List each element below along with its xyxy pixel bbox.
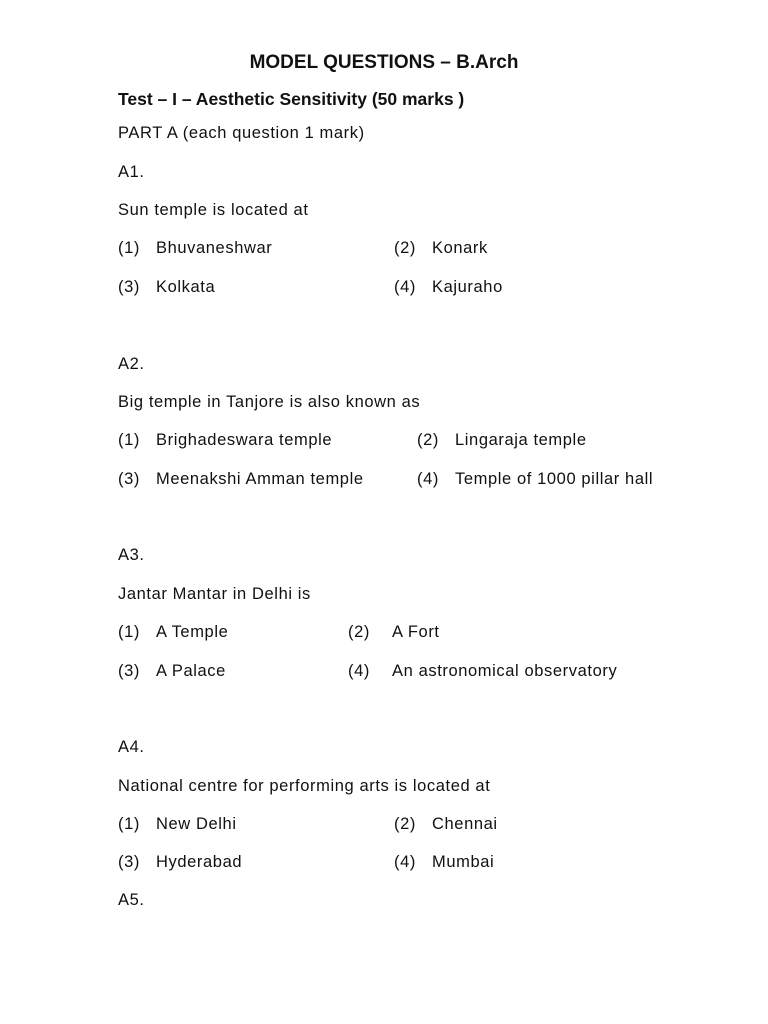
option-number: (2): [348, 623, 370, 641]
option: [394, 815, 498, 834]
option-number: (4): [394, 278, 416, 296]
option-number: (2): [394, 815, 416, 833]
part-heading: PART A (each question 1 mark): [118, 124, 365, 142]
option-text: Brighadeswara temple: [156, 431, 333, 449]
question-label: A5.: [118, 891, 145, 909]
option-number: (1): [118, 431, 140, 449]
option-text: Kolkata: [156, 278, 216, 296]
option-number: (4): [394, 853, 416, 871]
option-number: (1): [118, 815, 140, 833]
page-title: MODEL QUESTIONS – B.Arch: [249, 52, 519, 73]
option-text: Hyderabad: [156, 853, 243, 871]
option-text: Konark: [432, 239, 488, 257]
option-number: (1): [118, 239, 140, 257]
option-text: Lingaraja temple: [455, 431, 587, 449]
option-text: Meenakshi Amman temple: [156, 470, 364, 488]
option-text: Kajuraho: [432, 278, 503, 296]
option-number: (3): [118, 853, 140, 871]
question-text: National centre for performing arts is located at: [118, 777, 491, 795]
option: [118, 431, 332, 450]
option: [348, 623, 440, 642]
option: [118, 662, 226, 681]
option-number: (3): [118, 278, 140, 296]
option-text: Bhuvaneshwar: [156, 239, 273, 257]
option-number: (4): [348, 662, 370, 680]
option-number: (4): [417, 470, 439, 488]
option-text: An astronomical observatory: [392, 662, 618, 680]
option: [417, 470, 653, 489]
option: [348, 662, 617, 681]
option-text: A Palace: [156, 662, 226, 680]
option-text: Temple of 1000 pillar hall: [455, 470, 654, 488]
option-text: A Fort: [392, 623, 440, 641]
question-label: A3.: [118, 546, 145, 564]
option: [118, 623, 228, 642]
question-text: Jantar Mantar in Delhi is: [118, 585, 311, 603]
option-text: Chennai: [432, 815, 498, 833]
option: [417, 431, 587, 450]
option: [394, 853, 494, 872]
option-text: A Temple: [156, 623, 229, 641]
question-label: A4.: [118, 738, 145, 756]
question-label: A2.: [118, 355, 145, 373]
option: [118, 815, 237, 834]
option-text: New Delhi: [156, 815, 237, 833]
option: [118, 278, 215, 297]
option-number: (3): [118, 662, 140, 680]
question-text: Sun temple is located at: [118, 201, 309, 219]
option-number: (2): [417, 431, 439, 449]
option: [394, 239, 488, 258]
option-number: (3): [118, 470, 140, 488]
option-number: (2): [394, 239, 416, 257]
question-text: Big temple in Tanjore is also known as: [118, 393, 421, 411]
option-text: Mumbai: [432, 853, 495, 871]
option: [118, 239, 272, 258]
option: [394, 278, 503, 297]
test-subtitle: Test – I – Aesthetic Sensitivity (50 marks ): [118, 89, 465, 109]
option: [118, 470, 364, 489]
question-label: A1.: [118, 163, 145, 181]
option: [118, 853, 242, 872]
option-number: (1): [118, 623, 140, 641]
